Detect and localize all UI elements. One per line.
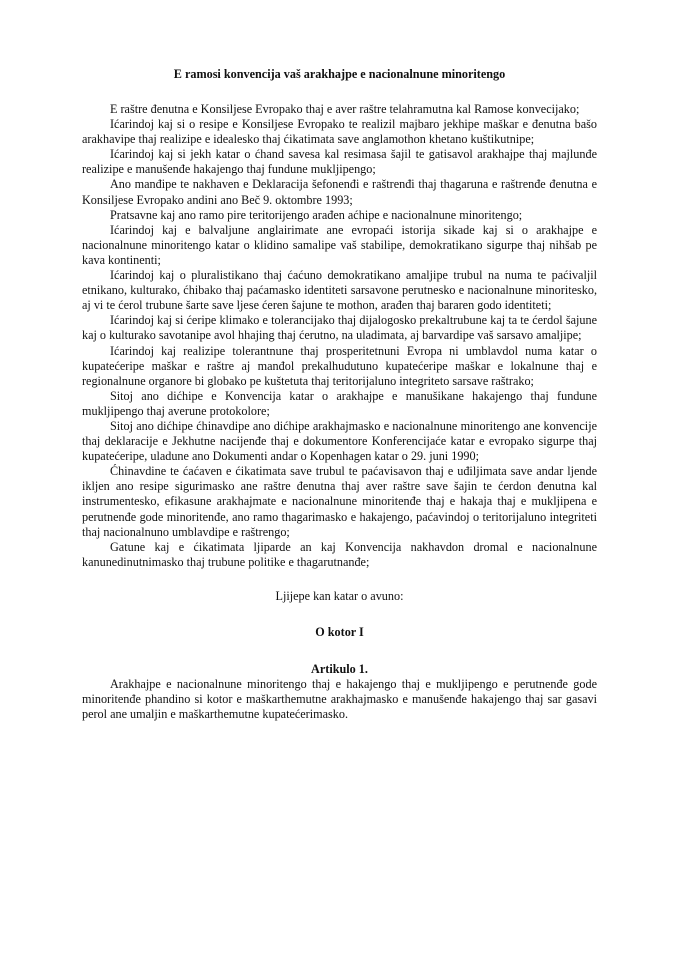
preamble-paragraph: E raštre đenutna e Konsiljese Evropako thaj e aver raštre telahramutna kal Ramose konvecijako; bbox=[110, 102, 580, 116]
preamble-paragraph: Sitoj ano dićhipe e Konvencija katar o arakhajpe e manušikane hakajengo thaj fundune mukljipengo thaj averune protokolore; bbox=[82, 388, 597, 418]
preamble-paragraph: Gatune kaj e ćikatimata ljiparde an kaj Konvencija nakhavdon dromal e nacionalnune kanunedinutnimasko thaj trubune politike e thagarutnanđe; bbox=[82, 539, 597, 569]
preamble-paragraph: Ano manđipe te nakhaven e Deklaracija šefonenđi e raštrenđi thaj thagaruna e raštrenđe đenutna e Konsiljese Evropako andini ano Beč 9. oktombre 1993; bbox=[82, 177, 597, 207]
preamble-paragraph: Ićarindoj kaj si jekh katar o ćhand savesa kal resimasa šajil te gatisavol arakhajpe thaj majlunđe realizipe e manušenđe hakajengo thaj fundune mukljipengo; bbox=[82, 147, 597, 177]
document-title: E ramosi konvencija vaš arakhajpe e nacionalnune minoritengo bbox=[173, 67, 506, 81]
article-text: Arakhajpe e nacionalnune minoritengo thaj e hakajengo thaj e mukljipengo e perutnenđe gode minoritenđe phandino si kotor e maškarthemutne arakhajmasko e manušenđe hakajengo thaj sar gasavi perol ane umaljin e maškarthemutne kupatećerimasko. bbox=[82, 676, 597, 722]
closing-line: Ljijepe kan katar o avuno: bbox=[275, 588, 404, 603]
preamble-paragraph: Ićarindoj kaj o pluralistikano thaj ćaćuno demokratikano amaljipe trubul na numa te paćivaljil etnikano, kulturako, ćhibako thaj paćamasko identiteti sarsavone perutnesko e nacionalnune minoritesko, aj vi te ćerol trubune šarte save ljese ćeren šajune te mothon, arađen thaj bararen godo identiteti; bbox=[82, 268, 597, 313]
preamble-paragraph: Ićarindoj kaj realizipe tolerantnune thaj prosperitetnuni Evropa ni umblavdol numa katar o kupatećeripe maškar e raštre aj manđol prekalhudutuno kupatećeripe maškar e lokalnune thaj e regionalnune organore bi globako pe kuštetuta thaj teritorijaluno integriteto sarsave raštrako; bbox=[82, 343, 597, 388]
preamble-paragraph: Ićarindoj kaj e balvaljune anglairimate ane evropaći istorija sikade kaj si o arakhajpe e nacionalnune minoritengo katar o klidino samalipe vaš stabilipe, demokratikano sigurpe thaj nihšab pe kava kontinenti; bbox=[82, 222, 597, 267]
preamble-paragraph: Ićarindoj kaj si o resipe e Konsiljese Evropako te realizil majbaro jekhipe maškar e đenutna bašo arakhavipe thaj realizipe e idealesko thaj ćikatimata save anglamothon khetano kuštikutnipe; bbox=[82, 117, 597, 147]
section-heading: O kotor I bbox=[315, 624, 364, 639]
preamble-paragraph: Ićarindoj kaj si ćeripe klimako e tolerancijako thaj dijalogosko prekaltrubune kaj ta te ćerdol šajune kaj o kulturako savotanipe avol hhajing thaj ćerutno, na uladimata, aj barvardipe vaš sarsavo amaljipe; bbox=[82, 313, 597, 343]
article-heading: Artikulo 1. bbox=[311, 661, 368, 676]
preamble-paragraph: Pratsavne kaj ano ramo pire teritorijengo arađen aćhipe e nacionalnune minoritengo; bbox=[110, 207, 523, 222]
preamble bbox=[82, 102, 597, 570]
preamble-paragraph: Ćhinavdine te ćaćaven e ćikatimata save trubul te paćavisavon thaj e uđiljimata save andar ljende ikljen ano resipe sigurimasko ane raštre đenutna thaj aver raštre save šajin te ćerdon đenutna kal instrumentesko, efikasune arakhajmate e nacionalnune minoritenđe thaj e hakaja thaj e mukljipena e perutnenđe gode minoritenđe, ano ramo thagarimasko e hakajengo, paćavindoj o teritorijaluno integriteti thaj nacionalnuno umblavdipe e raštrengo; bbox=[82, 464, 597, 539]
preamble-paragraph: Sitoj ano dićhipe ćhinavdipe ano dićhipe arakhajmasko e nacionalnune minoritengo ane konvencije thaj deklaracije e Jekhutne nacijenđe thaj e dokumentore Konferencijaće katar e evropako sigurpe thaj kupatećeripe, uladune ano Dokumenti andar o Kopenhagen katar o 29. juni 1990; bbox=[82, 418, 597, 464]
